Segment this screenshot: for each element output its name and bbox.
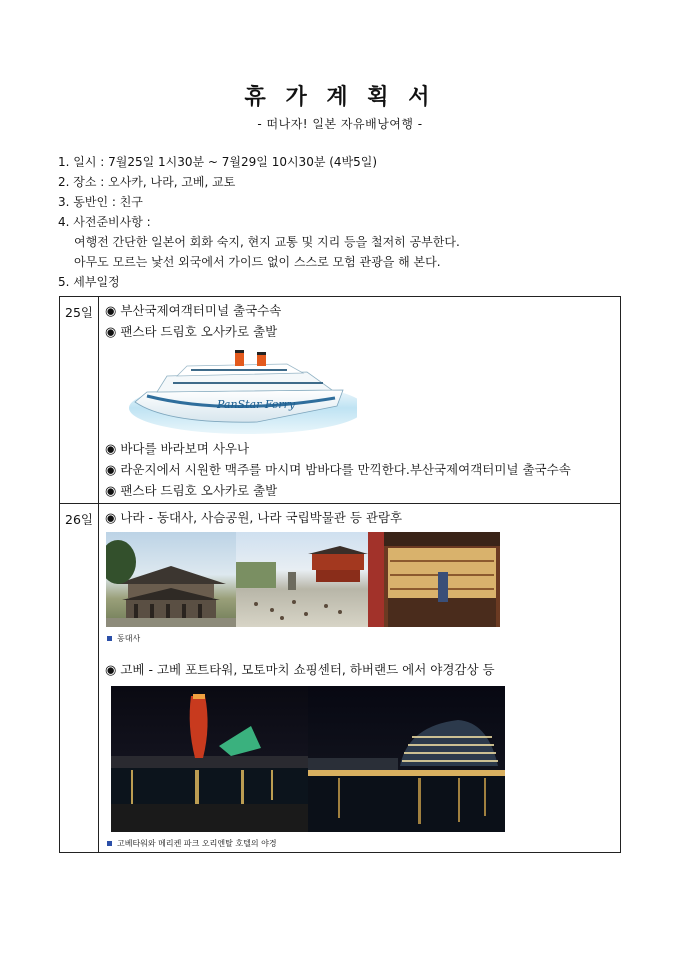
document-title: 휴 가 계 획 서 <box>244 84 436 110</box>
info-prep-label: 4. 사전준비사항 : <box>58 215 151 229</box>
day-cell: 26일 <box>60 504 99 853</box>
item-text: 부산국제여객터미널 출국수속 <box>120 303 282 318</box>
info-date: 1. 일시 : 7월25일 1시30분 ~ 7월29일 10시30분 (4박5일) <box>58 155 378 169</box>
plan-info <box>58 152 460 292</box>
list-item <box>99 507 620 528</box>
info-prep-line2: 아무도 모르는 낯선 외국에서 가이드 없이 스스로 모험 관광을 해 본다. <box>74 255 441 269</box>
kobe-caption <box>99 836 620 850</box>
info-prep-line1: 여행전 간단한 일본어 회화 숙지, 현지 교통 및 지리 등을 철저히 공부한다. <box>74 235 460 249</box>
oriental-hotel-photo <box>308 686 505 832</box>
item-text: 나라 - 동대사, 사슴공원, 나라 국립박물관 등 관람후 <box>120 510 403 525</box>
todaiji-photo <box>106 532 236 627</box>
ferry-logo-text: PanStar Ferry <box>217 398 296 411</box>
bullet-icon: ◉ <box>105 663 117 678</box>
info-place: 2. 장소 : 오사카, 나라, 고베, 교토 <box>58 175 236 189</box>
nara-caption <box>99 631 620 645</box>
list-item <box>99 480 620 501</box>
item-text: 바다를 바라보며 사우나 <box>120 441 250 456</box>
day-cell: 25일 <box>60 297 99 504</box>
list-item <box>99 321 620 342</box>
bullet-icon: ◉ <box>105 463 117 478</box>
museum-shop-photo <box>368 532 500 627</box>
bullet-icon: ◉ <box>105 511 117 526</box>
caption-text: 고베타워와 메리켄 파크 오리엔탈 호텔의 야경 <box>117 838 277 848</box>
info-companion: 3. 동반인 : 친구 <box>58 195 143 209</box>
document-subtitle: - 떠나자! 일본 자유배낭여행 - <box>257 117 423 131</box>
bullet-icon: ◉ <box>105 304 117 319</box>
day-content <box>99 504 621 853</box>
item-text: 팬스타 드림호 오사카로 출발 <box>120 483 278 498</box>
kobe-tower-photo <box>111 686 308 832</box>
bullet-icon: ◉ <box>105 484 117 499</box>
item-text: 라운지에서 시원한 맥주를 마시며 밤바다를 만끽한다.부산국제여객터미널 출국수속 <box>120 462 571 477</box>
table-row <box>60 297 621 504</box>
bullet-icon: ◉ <box>105 442 117 457</box>
caption-marker-icon <box>107 636 112 641</box>
list-item <box>99 459 620 480</box>
ferry-image <box>107 346 357 434</box>
deer-park-photo <box>236 532 368 627</box>
kobe-photos <box>111 686 620 832</box>
nara-photos <box>106 532 620 627</box>
bullet-icon: ◉ <box>105 325 117 340</box>
table-row <box>60 504 621 853</box>
caption-marker-icon <box>107 841 112 846</box>
list-item <box>99 300 620 321</box>
item-text: 고베 - 고베 포트타워, 모토마치 쇼핑센터, 하버랜드 에서 야경감상 등 <box>120 662 495 677</box>
item-text: 팬스타 드림호 오사카로 출발 <box>120 324 278 339</box>
info-schedule-label: 5. 세부일정 <box>58 275 120 289</box>
list-item <box>99 659 620 680</box>
list-item <box>99 438 620 459</box>
schedule-table <box>59 296 621 853</box>
day-content <box>99 297 621 504</box>
caption-text: 동대사 <box>117 633 141 643</box>
